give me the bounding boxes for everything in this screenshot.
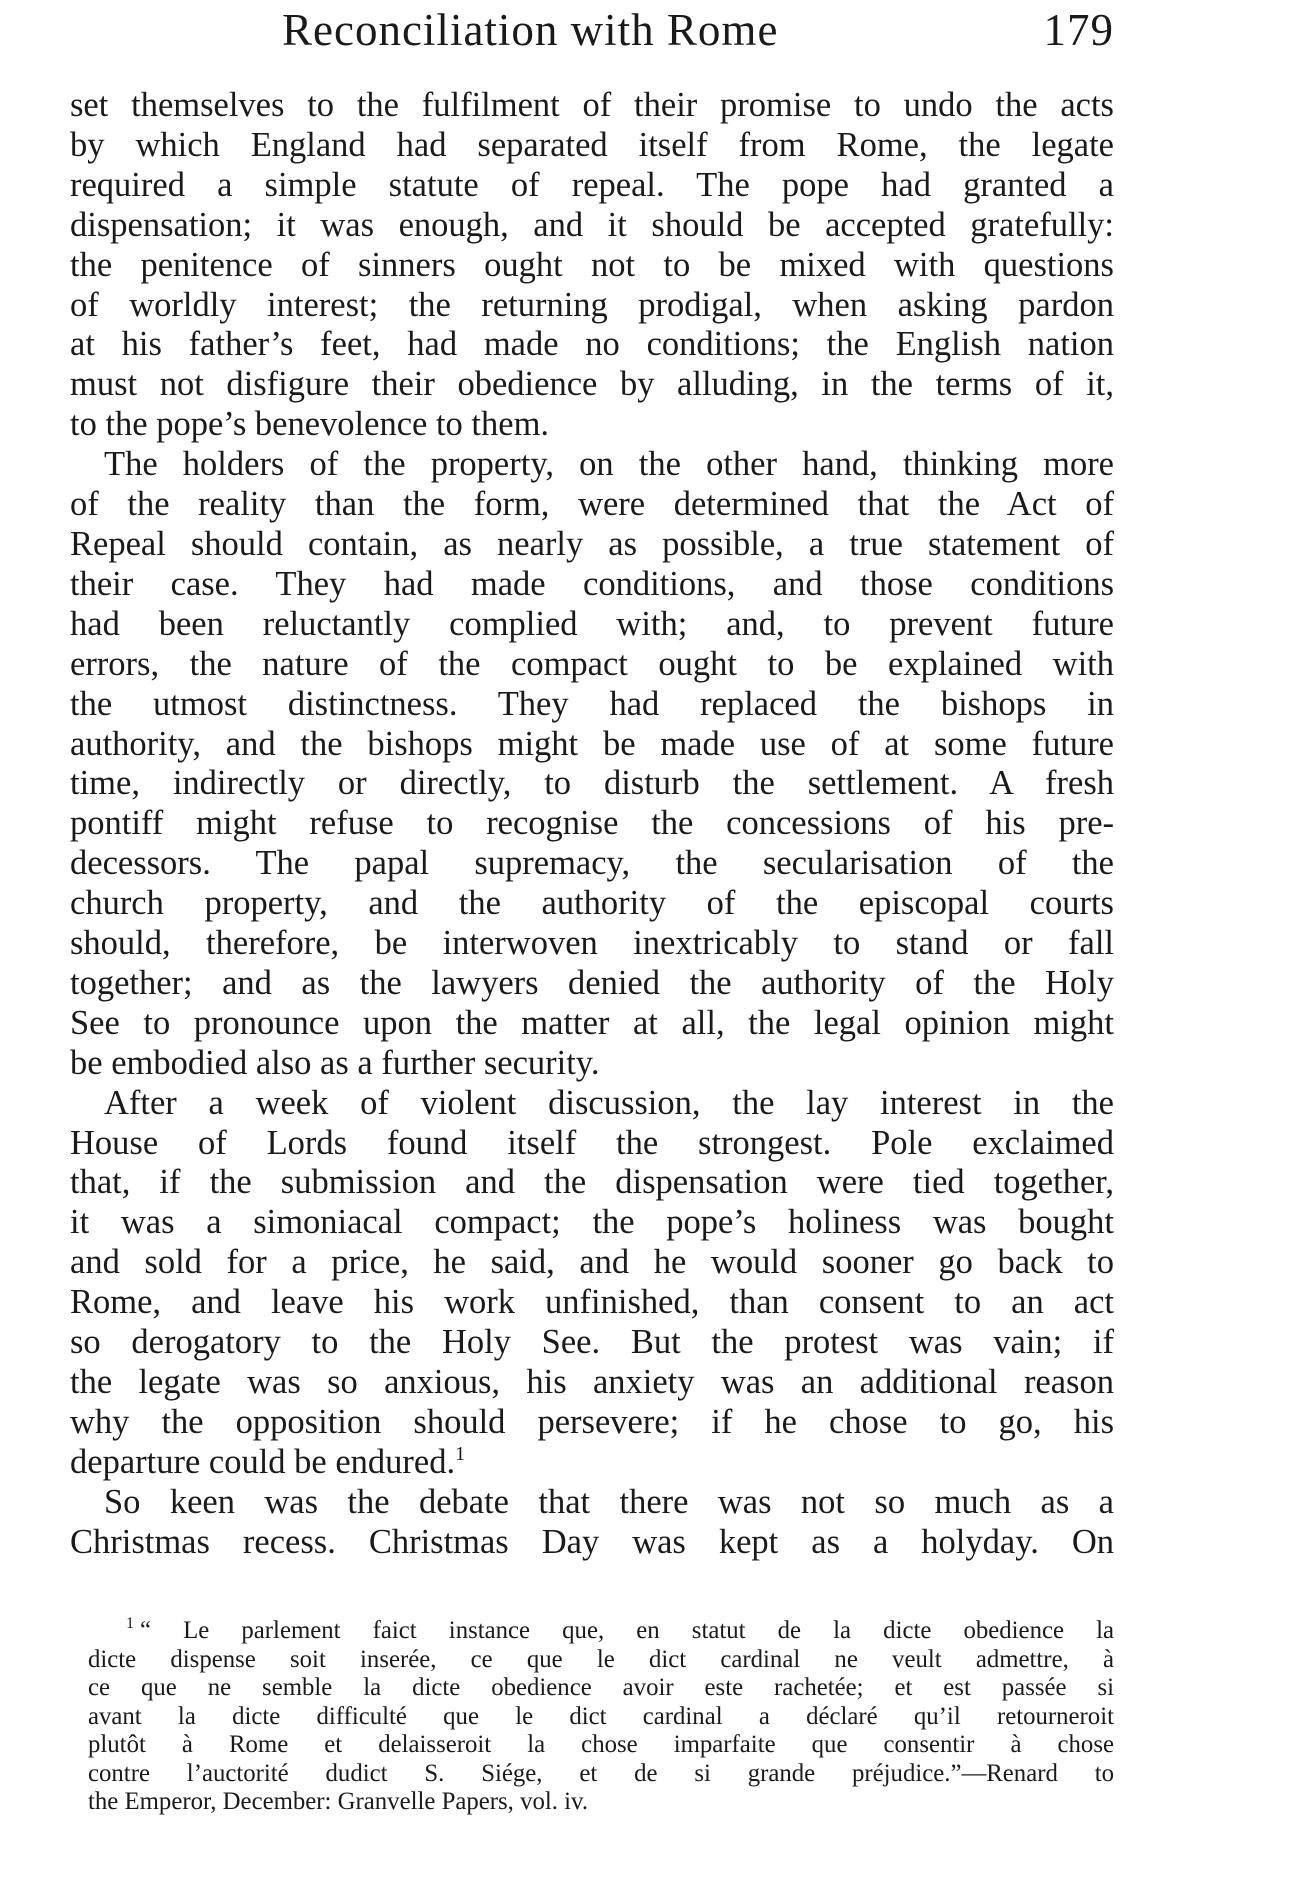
running-head (70, 0, 1114, 60)
text-line: See to pronounce upon the matter at all, the legal opinion might (70, 1003, 1114, 1042)
book-page (70, 0, 1114, 1815)
text-line: After a week of violent discussion, the lay interest in the (104, 1083, 1114, 1122)
text-line: at his father’s feet, had made no conditions; the English nation (70, 325, 1114, 364)
text-line: The holders of the property, on the other hand, thinking more (104, 445, 1114, 484)
footnote (88, 1617, 1114, 1817)
text-line (70, 1443, 1114, 1483)
footnote-line: avant la dicte difficulté que le dict cardinal a déclaré qu’il retourneroit (88, 1702, 1114, 1730)
text-line: together; and as the lawyers denied the authority of the Holy (70, 963, 1114, 1002)
footnote-line: contre l’auctorité dudict S. Siége, et de si grande préjudice.”—Renard to (88, 1759, 1114, 1787)
text-line: so derogatory to the Holy See. But the protest was vain; if (70, 1323, 1114, 1362)
text-line: Repeal should contain, as nearly as possible, a true statement of (70, 524, 1114, 563)
footnote-line (88, 1617, 1114, 1646)
footnote-line: the Emperor, December: Granvelle Papers, vol. iv. (88, 1788, 589, 1815)
text-line-italic: their case. They had made conditions, and those conditions (70, 564, 1114, 603)
text-line: required a simple statute of repeal. The pope had granted a (70, 165, 1114, 204)
text-line: of the reality than the form, were determined that the Act of (70, 485, 1114, 524)
running-title: Reconciliation with Rome (282, 5, 779, 55)
paragraph (70, 445, 1114, 1084)
text-line: time, indirectly or directly, to disturb the settlement. A fresh (70, 764, 1114, 803)
text-line: the penitence of sinners ought not to be mixed with questions (70, 245, 1114, 284)
text-line: why the opposition should persevere; if he chose to go, his (70, 1402, 1114, 1441)
text-line: by which England had separated itself from Rome, the legate (70, 125, 1114, 164)
text-line: decessors. The papal supremacy, the secularisation of the (70, 844, 1114, 883)
text-line: Christmas recess. Christmas Day was kept as a holyday. On (70, 1522, 1114, 1561)
text-line: authority, and the bishops might be made use of at some future (70, 724, 1114, 763)
text-line: to the pope’s benevolence to them. (70, 405, 550, 444)
text-line: pontiff might refuse to recognise the concessions of his pre- (70, 804, 1114, 843)
text-line: had been reluctantly complied with; and, to prevent future (70, 604, 1114, 643)
text-line: be embodied also as a further security. (70, 1043, 600, 1082)
page-number: 179 (1043, 5, 1114, 55)
text-line: of worldly interest; the returning prodigal, when asking pardon (70, 285, 1114, 324)
footnote-reference[interactable]: 1 (455, 1442, 466, 1465)
text-line: Rome, and leave his work unfinished, than consent to an act (70, 1283, 1114, 1322)
text-line: that, if the submission and the dispensation were tied together, (70, 1163, 1114, 1202)
text-line: the utmost distinctness. They had replaced the bishops in (70, 684, 1114, 723)
text-line: it was a simoniacal compact; the pope’s holiness was bought (70, 1203, 1114, 1242)
paragraph (70, 1084, 1114, 1483)
footnote-marker: 1 (126, 1615, 134, 1632)
text-line: set themselves to the fulfilment of their promise to undo the acts (70, 86, 1114, 124)
footnote-line: plutôt à Rome et delaisseroit la chose imparfaite que consentir à chose (88, 1731, 1114, 1758)
text-line-content: departure could be endured. (70, 1442, 456, 1481)
footnote-line: ce que ne semble la dicte obedience avoir este rachetée; et est passée si (88, 1674, 1114, 1701)
paragraph (70, 1483, 1114, 1563)
text-line: So keen was the debate that there was not so much as a (104, 1482, 1114, 1521)
body-text (70, 86, 1114, 1563)
text-line: dispensation; it was enough, and it should be accepted gratefully: (70, 205, 1114, 244)
text-line: the legate was so anxious, his anxiety was an additional reason (70, 1363, 1114, 1401)
text-line: and sold for a price, he said, and he would sooner go back to (70, 1243, 1114, 1282)
footnote-line: dicte dispense soit inserée, ce que le dict cardinal ne veult admettre, à (88, 1645, 1114, 1673)
footnote-line-content: “ Le parlement faict instance que, en statut de la dicte obedience la (140, 1617, 1114, 1644)
text-line: should, therefore, be interwoven inextricably to stand or fall (70, 924, 1114, 963)
text-line: House of Lords found itself the strongest. Pole exclaimed (70, 1123, 1114, 1162)
text-line: errors, the nature of the compact ought to be explained with (70, 644, 1114, 683)
text-line: must not disfigure their obedience by alluding, in the terms of it, (70, 365, 1114, 404)
text-line: church property, and the authority of the episcopal courts (70, 884, 1114, 923)
paragraph (70, 86, 1114, 445)
